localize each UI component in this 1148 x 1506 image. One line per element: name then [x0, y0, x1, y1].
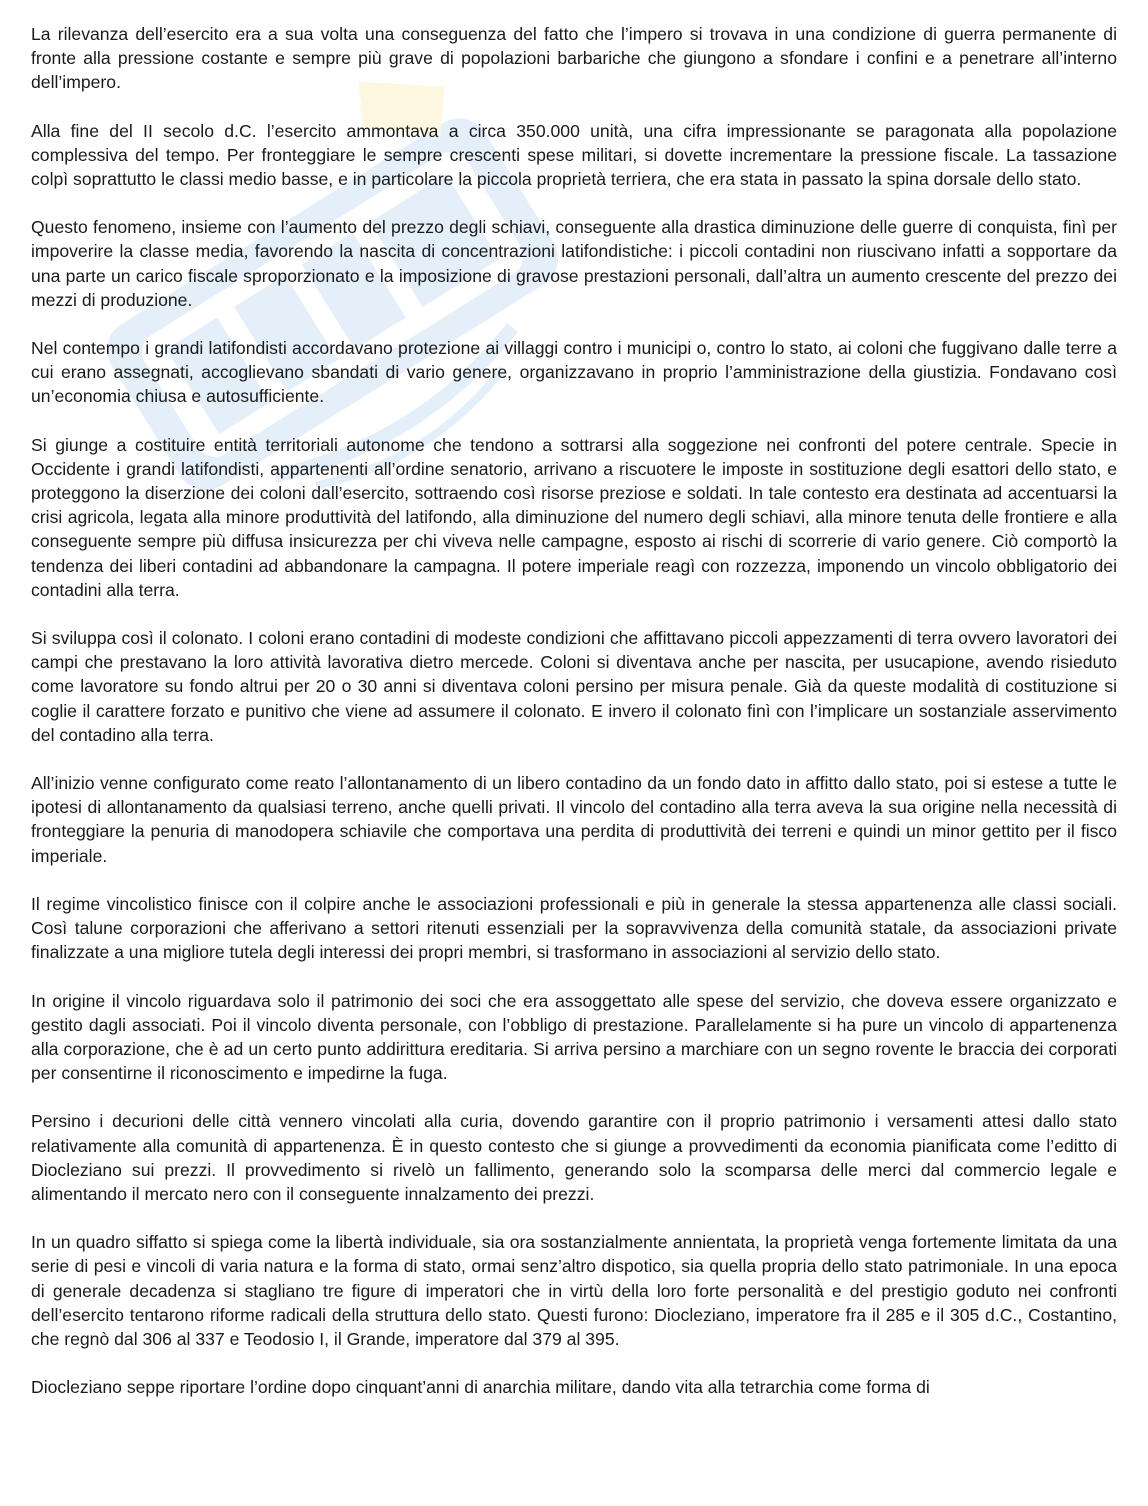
paragraph-9: In origine il vincolo riguardava solo il patrimonio dei soci che era assoggettato alle spese del servizio, che doveva essere organizzato e gestito dagli associati. Poi il vincolo diventa personale, con l’obbligo di prestazione. Parallelamente si ha pure un vincolo di appartenenza alla corporazione, che è ad un certo punto addirittura ereditaria. Si arriva persino a marchiare con un segno rovente le braccia dei corporati per consentirne il riconoscimento e impedirne la fuga. [31, 990, 1117, 1084]
paragraph-2: Alla fine del II secolo d.C. l’esercito ammontava a circa 350.000 unità, una cifra impressionante se paragonata alla popolazione complessiva del tempo. Per fronteggiare le sempre crescenti spese militari, si dovette incrementare la pressione fiscale. La tassazione colpì soprattutto le classi medio basse, e in particolare la piccola proprietà terriera, che era stata in passato la spina dorsale dello stato. [31, 120, 1117, 190]
document-body [31, 22, 1117, 1399]
paragraph-4: Nel contempo i grandi latifondisti accordavano protezione ai villaggi contro i municipi o, contro lo stato, ai coloni che fuggivano dalle terre a cui erano assegnati, accoglievano sbandati di vario genere, organizzavano in proprio l’amministrazione della giustizia. Fondavano così un’economia chiusa e autosufficiente. [31, 338, 1117, 407]
paragraph-7: All’inizio venne configurato come reato l’allontanamento di un libero contadino da un fondo dato in affitto dallo stato, poi si estese a tutte le ipotesi di allontanamento da qualsiasi terreno, anche quelli privati. Il vincolo del contadino alla terra aveva la sua origine nella necessità di fronteggiare la penuria di manodopera schiavile che comportava una perdita di produttività dei terreni e quindi un minor gettito per il fisco imperiale. [31, 773, 1117, 866]
paragraph-3: Questo fenomeno, insieme con l’aumento del prezzo degli schiavi, conseguente alla drastica diminuzione delle guerre di conquista, finì per impoverire la classe media, favorendo la nascita di concentrazioni latifondistiche: i piccoli contadini non riuscivano infatti a sopportare da una parte un carico fiscale sproporzionato e la imposizione di gravose prestazioni personali, dall’altra un aumento crescente del prezzo dei mezzi di produzione. [31, 217, 1117, 310]
paragraph-10: Persino i decurioni delle città vennero vincolati alla curia, dovendo garantire con il proprio patrimonio i versamenti attesi dallo stato relativamente alla comunità di appartenenza. È in questo contesto che si giunge a provvedimenti da economia pianificata come l’editto di Diocleziano sui prezzi. Il provvedimento si rivelò un fallimento, generando solo la scomparsa delle merci dal commercio legale e alimentando il mercato nero con il conseguente innalzamento dei prezzi. [31, 1111, 1117, 1204]
paragraph-8: Il regime vincolistico finisce con il colpire anche le associazioni professionali e più in generale la stessa appartenenza alle classi sociali. Così talune corporazioni che afferivano a settori ritenuti essenziali per la sopravvivenza della comunità statale, da associazioni private finalizzate a una migliore tutela degli interessi dei propri membri, si trasformano in associazioni al servizio dello stato. [31, 893, 1117, 963]
paragraph-1: La rilevanza dell’esercito era a sua volta una conseguenza del fatto che l’impero si trovava in una condizione di guerra permanente di fronte alla pressione costante e sempre più grave di popolazioni barbariche che giungono a sfondare i confini e a penetrare all’interno dell’impero. [31, 24, 1117, 93]
paragraph-12: Diocleziano seppe riportare l’ordine dopo cinquant’anni di anarchia militare, dando vita alla tetrarchia come forma di [31, 1377, 930, 1398]
paragraph-11: In un quadro siffatto si spiega come la libertà individuale, sia ora sostanzialmente annientata, la proprietà venga fortemente limitata da una serie di pesi e vincoli di varia natura e la forma di stato, ormai senz’altro dispotico, sia quella propria dello stato patrimoniale. In una epoca di generale decadenza si stagliano tre figure di imperatori che in virtù della loro forte personalità e del prestigio goduto nei confronti dell’esercito tentarono riforme radicali della struttura dello stato. Questi furono: Diocleziano, imperatore fra il 285 e il 305 d.C., Costantino, che regnò dal 306 al 337 e Teodosio I, il Grande, imperatore dal 379 al 395. [31, 1232, 1117, 1349]
paragraph-5: Si giunge a costituire entità territoriali autonome che tendono a sottrarsi alla soggezione nei confronti del potere centrale. Specie in Occidente i grandi latifondisti, appartenenti all’ordine senatorio, arrivano a riscuotere le imposte in sostituzione degli esattori dello stato, e proteggono la diserzione dei coloni dall’esercito, sottraendo così risorse preziose e soldati. In tale contesto era destinata ad accentuarsi la crisi agricola, legata alla minore produttività del latifondo, alla diminuzione del numero degli schiavi, alla minore tenuta delle frontiere e alla conseguente sempre più diffusa insicurezza per chi viveva nelle campagne, esposto ai rischi di scorrerie di vario genere. Ciò comportò la tendenza dei liberi contadini ad abbandonare la campagna. Il potere imperiale reagì con rozzezza, imponendo un vincolo obbligatorio dei contadini alla terra. [31, 434, 1117, 600]
paragraph-6: Si sviluppa così il colonato. I coloni erano contadini di modeste condizioni che affittavano piccoli appezzamenti di terra ovvero lavoratori dei campi che prestavano la loro attività lavorativa dietro mercede. Coloni si diventava anche per nascita, per usucapione, avendo risieduto come lavoratore su fondo altrui per 20 o 30 anni si diventava coloni persino per misura penale. Già da queste modalità di costituzione si coglie il carattere forzato e punitivo che viene ad assumere il colonato. E invero il colonato finì con l’implicare un sostanziale asservimento del contadino alla terra. [31, 628, 1117, 745]
